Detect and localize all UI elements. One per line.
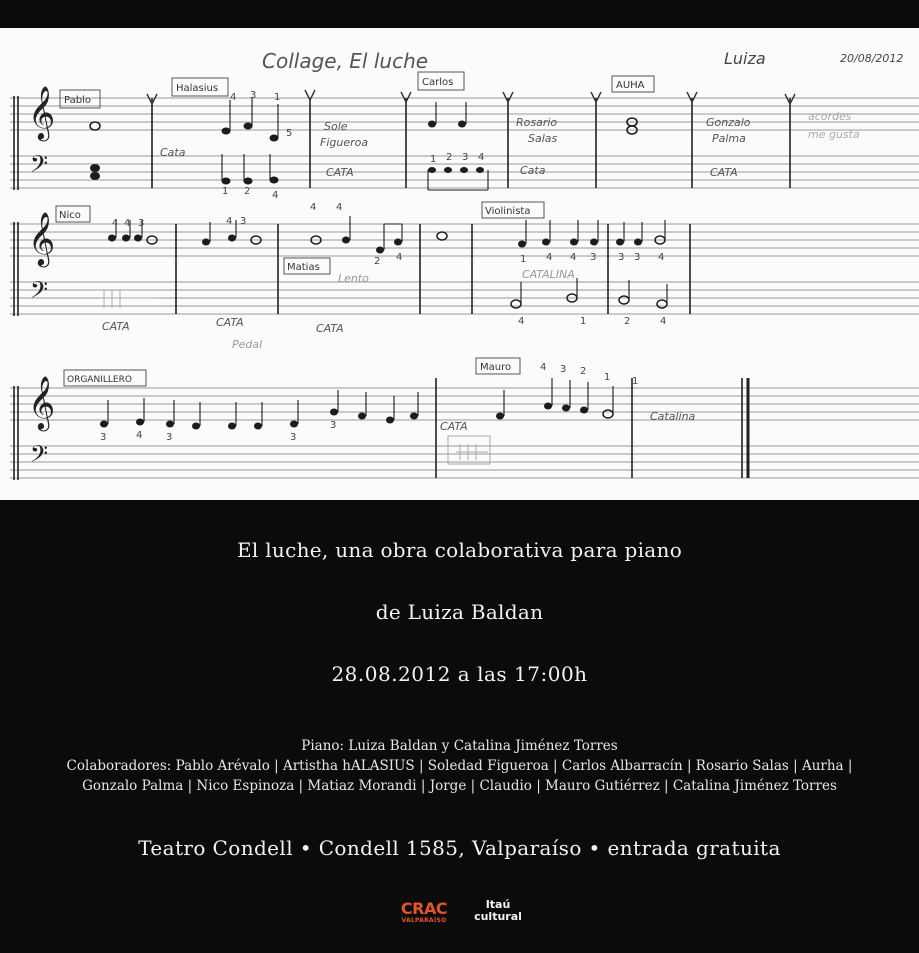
svg-text:3: 3	[330, 420, 337, 431]
svg-text:2: 2	[624, 316, 631, 327]
itau-logo-bottom: cultural	[474, 910, 522, 923]
svg-text:4: 4	[226, 216, 233, 227]
svg-text:3: 3	[634, 252, 641, 263]
svg-text:𝄢: 𝄢	[30, 150, 49, 183]
svg-text:1: 1	[222, 186, 229, 197]
svg-text:3: 3	[590, 252, 597, 263]
svg-text:4: 4	[660, 316, 667, 327]
svg-text:4: 4	[540, 362, 547, 373]
svg-text:3: 3	[166, 432, 173, 443]
crac-logo	[400, 900, 448, 924]
svg-text:Palma: Palma	[712, 132, 746, 145]
svg-text:2: 2	[580, 366, 587, 377]
itau-logo-top: Itaú	[485, 898, 511, 911]
svg-text:4: 4	[230, 92, 237, 103]
svg-text:CATALINA: CATALINA	[522, 268, 575, 281]
svg-text:Catalina: Catalina	[650, 410, 696, 423]
svg-text:4: 4	[124, 218, 131, 229]
handwritten-score-image	[0, 28, 919, 500]
svg-text:1: 1	[520, 254, 527, 265]
svg-text:𝄞: 𝄞	[28, 211, 56, 265]
svg-text:AUHA: AUHA	[616, 80, 645, 91]
event-title: El luche, una obra colaborativa para piano	[236, 538, 683, 562]
svg-text:2: 2	[374, 256, 381, 267]
svg-text:𝄞: 𝄞	[28, 375, 56, 429]
venue-info: Teatro Condell • Condell 1585, Valparaíso • entrada gratuita	[138, 836, 781, 860]
svg-text:Mauro: Mauro	[480, 362, 512, 373]
credits-collaborators-line1: Colaboradores: Pablo Arévalo | Artistha hALASIUS | Soledad Figueroa | Carlos Albarracín | Rosario Salas | Aurha |	[66, 758, 853, 774]
credits-block	[0, 736, 919, 796]
svg-text:Salas: Salas	[528, 132, 558, 145]
svg-text:1: 1	[604, 372, 611, 383]
svg-text:Figueroa: Figueroa	[320, 136, 369, 149]
svg-text:3: 3	[290, 432, 297, 443]
svg-text:Carlos: Carlos	[422, 77, 454, 88]
svg-text:1: 1	[580, 316, 587, 327]
svg-text:4: 4	[546, 252, 553, 263]
svg-text:Sole: Sole	[324, 120, 348, 133]
svg-text:5: 5	[286, 128, 293, 139]
svg-text:Matias: Matias	[287, 262, 320, 273]
svg-text:4: 4	[518, 316, 525, 327]
svg-text:3: 3	[250, 90, 257, 101]
crac-logo-sub: VALPARAÍSO	[401, 917, 447, 924]
svg-text:𝄢: 𝄢	[30, 440, 49, 473]
svg-text:Gonzalo: Gonzalo	[706, 116, 751, 129]
svg-text:3: 3	[138, 218, 145, 229]
svg-text:CATA: CATA	[440, 420, 468, 433]
svg-text:Cata: Cata	[520, 164, 546, 177]
itau-cultural-logo	[472, 899, 524, 923]
svg-text:Lento: Lento	[338, 272, 369, 285]
svg-text:1: 1	[274, 92, 281, 103]
svg-text:4: 4	[658, 252, 665, 263]
score-header-left: Collage, El luche	[262, 49, 429, 73]
svg-text:CATA: CATA	[316, 322, 344, 335]
svg-text:2: 2	[244, 186, 251, 197]
crac-logo-main: CRAC	[400, 899, 448, 918]
svg-text:3: 3	[100, 432, 107, 443]
svg-text:CATA: CATA	[102, 320, 130, 333]
credits-collaborators-line2: Gonzalo Palma | Nico Espinoza | Matiaz Morandi | Jorge | Claudio | Mauro Gutiérrez | Catalina Jiménez Torres	[82, 778, 837, 794]
svg-text:3: 3	[618, 252, 625, 263]
svg-text:Pedal: Pedal	[232, 338, 263, 351]
svg-text:Halasius: Halasius	[176, 83, 219, 94]
score-annotations	[262, 49, 903, 73]
svg-text:2: 2	[446, 152, 453, 163]
svg-text:CATA: CATA	[216, 316, 244, 329]
sponsor-logos	[0, 898, 919, 930]
svg-text:Nico: Nico	[59, 210, 81, 221]
svg-text:4: 4	[310, 202, 317, 213]
svg-text:4: 4	[136, 430, 143, 441]
svg-text:𝄞: 𝄞	[28, 85, 56, 139]
event-datetime: 28.08.2012 a las 17:00h	[331, 662, 588, 686]
svg-text:3: 3	[240, 216, 247, 227]
score-header-name: Luiza	[724, 49, 766, 68]
svg-text:4: 4	[112, 218, 119, 229]
svg-text:Violinista: Violinista	[485, 206, 531, 217]
svg-text:3: 3	[560, 364, 567, 375]
svg-text:Cata: Cata	[160, 146, 186, 159]
svg-text:me gusta: me gusta	[808, 128, 860, 141]
svg-text:ORGANILLERO: ORGANILLERO	[67, 375, 132, 385]
credits-piano: Piano: Luiza Baldan y Catalina Jiménez Torres	[301, 738, 618, 754]
svg-text:CATA: CATA	[326, 166, 354, 179]
svg-text:3: 3	[462, 152, 469, 163]
svg-text:1: 1	[430, 154, 437, 165]
event-author: de Luiza Baldan	[375, 600, 544, 624]
svg-text:4: 4	[396, 252, 403, 263]
svg-text:4: 4	[336, 202, 343, 213]
score-header-date: 20/08/2012	[840, 52, 904, 65]
svg-text:Rosario: Rosario	[516, 116, 558, 129]
svg-text:CATA: CATA	[710, 166, 738, 179]
svg-text:4: 4	[272, 190, 279, 201]
svg-text:Pablo: Pablo	[64, 95, 91, 106]
svg-text:4: 4	[478, 152, 485, 163]
svg-text:acordes: acordes	[808, 110, 852, 123]
svg-text:1: 1	[632, 376, 639, 387]
svg-text:𝄢: 𝄢	[30, 276, 49, 309]
svg-text:4: 4	[570, 252, 577, 263]
